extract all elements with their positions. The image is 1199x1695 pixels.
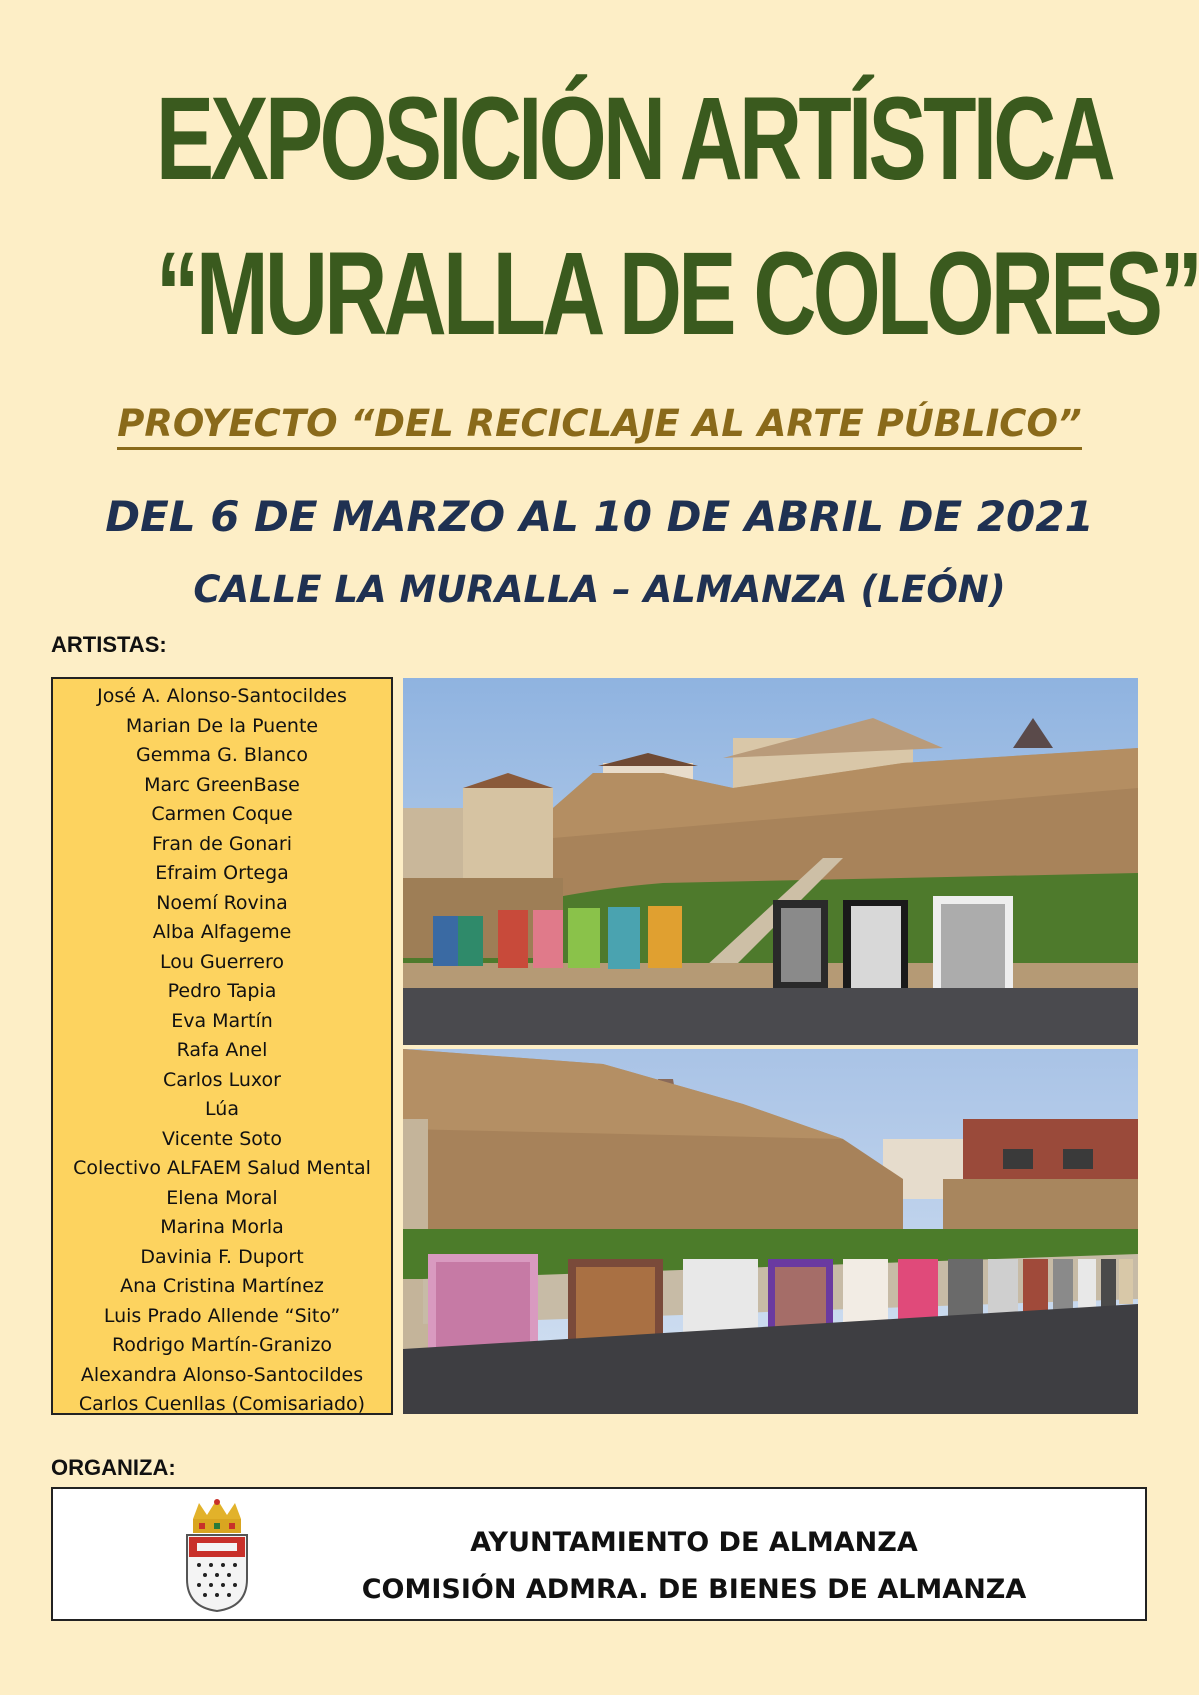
coat-of-arms-icon [181,1499,253,1613]
photo-wall-exhibition-2-image [403,1049,1138,1414]
artists-list [53,682,391,1420]
project-subtitle-text: PROYECTO “DEL RECICLAJE AL ARTE PÚBLICO” [117,402,1082,450]
artist-name: Rodrigo Martín-Granizo [111,1334,333,1356]
organizer-box [51,1487,1147,1621]
organizer-line-2: COMISIÓN ADMRA. DE BIENES DE ALMANZA [361,1574,1027,1605]
artist-name: Luis Prado Allende “Sito” [103,1304,341,1327]
organizer-label: ORGANIZA: [51,1455,176,1480]
artist-name: Fran de Gonari [152,832,292,855]
artist-name: Marc GreenBase [144,773,300,796]
artist-name: Colectivo ALFAEM Salud Mental [73,1157,371,1179]
exhibition-location: CALLE LA MURALLA – ALMANZA (LEÓN) [193,568,1006,611]
artist-name: Rafa Anel [176,1039,268,1061]
photo-wall-exhibition-2 [403,1049,1138,1414]
artist-name: Marian De la Puente [125,714,319,737]
artist-name: Alba Alfageme [152,921,292,943]
artist-name: Ana Cristina Martínez [120,1275,324,1297]
artist-name: Lou Guerrero [160,950,284,973]
artists-list-box [51,677,393,1415]
artist-name: Marina Morla [160,1216,284,1238]
artist-name: Alexandra Alonso-Santocildes [80,1363,364,1386]
artist-name: Gemma G. Blanco [136,744,308,766]
artist-name: Eva Martín [171,1009,273,1032]
artist-name: Elena Moral [166,1186,278,1209]
title-line-1: EXPOSICIÓN ARTÍSTICA [155,73,1113,205]
artist-name: Efraim Ortega [155,862,289,884]
artist-name: Pedro Tapia [167,980,277,1002]
artist-name: Vicente Soto [162,1127,282,1150]
project-subtitle [0,402,1199,445]
artist-name: Noemí Rovina [156,891,288,914]
artist-name: Carmen Coque [151,803,293,825]
artist-name: Lúa [205,1098,239,1120]
organizer-line-1: AYUNTAMIENTO DE ALMANZA [470,1527,918,1558]
artist-name: Carlos Cuenllas (Comisariado) [78,1393,366,1415]
artist-name: Carlos Luxor [163,1068,281,1091]
organizer-lines [303,1519,1085,1613]
artists-label: ARTISTAS: [51,632,167,657]
photo-wall-exhibition-1 [403,678,1138,1045]
title-line-2: “MURALLA DE COLORES” [155,228,1199,360]
artist-name: Davinia F. Duport [140,1245,304,1268]
artist-name: José A. Alonso-Santocildes [97,685,347,707]
photo-wall-exhibition-1-image [403,678,1138,1045]
exhibition-dates: DEL 6 DE MARZO AL 10 DE ABRIL DE 2021 [105,492,1094,541]
